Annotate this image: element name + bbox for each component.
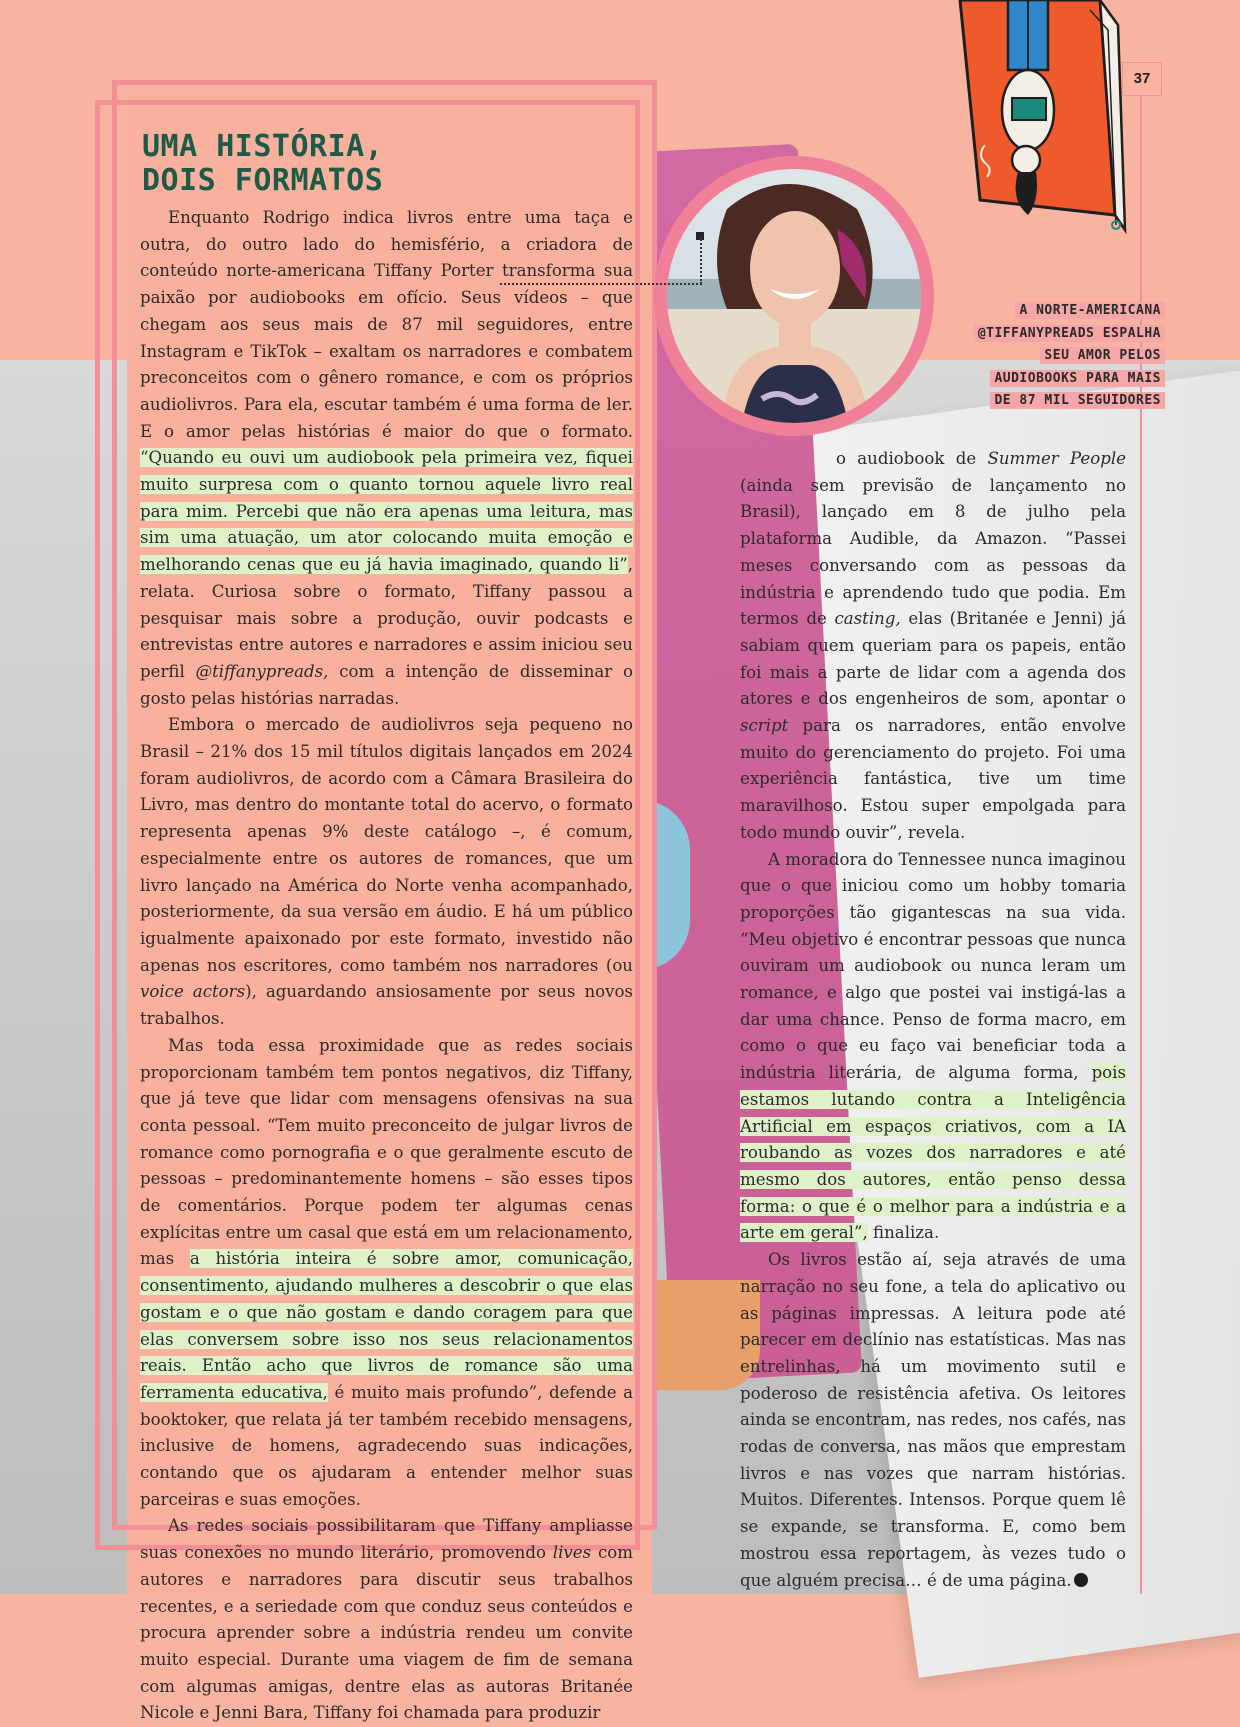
paragraph [740, 847, 1126, 1248]
text-run: A moradora do Tennessee nunca imaginou que o que iniciou como um hobby tomaria proporções tão gigantescas na sua vida. “Meu objetivo é encontrar pessoas que nunca ouviram um audiobook ou nunca leram um romance, e algo que postei vai instigá-las a dar uma chance. Penso de forma macro, em como o que eu faço vai beneficiar toda a indústria literária, de alguma forma, [740, 849, 1126, 1083]
left-column [140, 205, 633, 1727]
social-handle: @tiffanypreads, [195, 661, 329, 681]
paragraph [740, 446, 1126, 847]
caption-line-5: DE 87 MIL SEGUIDORES [990, 392, 1165, 409]
text-run: com autores e narradores para discutir seus trabalhos recentes, e a seriedade com que conduz seus conteúdos e procura aprender sobre a indústria rendeu um convite muito especial. Durante uma viagem de fim de semana com algumas amigas, dentre elas as autoras Britanée Nicole e Jenni Bara, Tiffany foi chamada para produzir [140, 1543, 633, 1723]
text-run: (ainda sem previsão de lançamento no Brasil), lançado em 8 de julho pela plataforma Audible, da Amazon. “Passei meses conversando com as pessoas da indústria e aprendendo tudo que podia. Em termos de [740, 475, 1126, 629]
text-run: Mas toda essa proximidade que as redes sociais proporcionam também tem pontos negativos, diz Tiffany, que já teve que lidar com mensagens ofensivas na sua conta pessoal. “Tem muito preconceito de julgar livros de romance como pornografia e o que geralmente escuto de pessoas – predominantemente homens – são esses tipos de comentários. Porque podem ter algumas cenas explícitas entre um casal que está em um relacionamento, mas [140, 1035, 633, 1269]
book-reader-illustration [940, 0, 1140, 240]
caption-line-3: SEU AMOR PELOS [1040, 347, 1165, 364]
text-run: , relata. Curiosa sobre o formato, Tiffany passou a pesquisar mais sobre a produção, ouvir podcasts e entrevistas entre autores e narradores e assim iniciou seu perfil [140, 555, 633, 681]
paragraph [740, 1247, 1126, 1594]
title-line-2: DOIS FORMATOS [142, 163, 384, 198]
caption-line-1: A NORTE-AMERICANA [1015, 302, 1165, 319]
caption-line-4: AUDIOBOOKS PARA MAIS [990, 370, 1165, 387]
text-run: elas (Britanée e Jenni) já sabiam quem queriam para os papeis, então foi mais a parte de lidar com a agenda dos atores e dos engenheiros de som, apontar o [740, 609, 1126, 709]
page-rule [1140, 64, 1142, 1594]
text-run: Embora o mercado de audiolivros seja pequeno no Brasil – 21% dos 15 mil títulos digitais lançados em 2024 foram audiolivros, de acordo com a Câmara Brasileira do Livro, mas dentro do montante total do acervo, o formato representa apenas 9% deste catálogo –, é comum, especialmente entre os autores de romances, que um livro lançado na América do Norte venha acompanhado, posteriormente, da sua versão em áudio. E há um público igualmente apaixonado por este formato, investido não apenas nos escritores, como também nos narradores (ou [140, 715, 633, 975]
emphasis: lives [552, 1543, 592, 1563]
article-title [142, 130, 602, 198]
connector-vertical [700, 236, 703, 284]
text-run: finaliza. [867, 1223, 940, 1243]
paragraph [140, 1033, 633, 1514]
text-run: para os narradores, então envolve muito do gerenciamento do projeto. Foi uma experiência fantástica, tive um time maravilhoso. Estou super empolgada para todo mundo ouvir”, revela. [740, 716, 1126, 842]
emphasis: casting, [834, 609, 901, 629]
paragraph [140, 205, 633, 712]
highlighted-quote: a história inteira é sobre amor, comunicação, consentimento, ajudando mulheres a descobrir o que elas gostam e o que não gostam e dando coragem para que elas conversem sobre isso nos seus relacionamentos reais. Então acho que livros de romance são uma ferramenta educativa, [140, 1249, 633, 1402]
paragraph [140, 712, 633, 1032]
text-run: com a intenção de disseminar o gosto pelas histórias narradas. [140, 661, 633, 708]
photo-caption [905, 300, 1165, 413]
highlighted-quote: “Quando eu ouvi um audiobook pela primeira vez, fiquei muito surpresa com o quanto tornou aquele livro real para mim. Percebi que não era apenas uma leitura, mas sim uma atuação, um ator colocando muita emoção e melhorando cenas que eu já havia imaginado, quando li” [140, 448, 633, 575]
caption-line-2: @TIFFANYPREADS ESPALHA [974, 325, 1165, 342]
text-run: é muito mais profundo”, defende a booktoker, que relata já ter também recebido mensagens, inclusive de homens, agradecendo suas indicações, contando que os ajudaram a entender melhor suas parceiras e suas emoções. [140, 1382, 633, 1509]
end-of-article-icon [1074, 1573, 1088, 1587]
emphasis: voice actors [140, 982, 246, 1002]
title-line-1: UMA HISTÓRIA, [142, 129, 384, 164]
emphasis: Summer People [987, 449, 1126, 468]
text-run: Os livros estão aí, seja através de uma narração no seu fone, a tela do aplicativo ou as páginas impressas. A leitura pode até parecer em declínio nas estatísticas. Mas nas entrelinhas, há um movimento sutil e poderoso de resistência afetiva. Os leitores ainda se encontram, nas redes, nos cafés, nas rodas de conversa, nas mãos que emprestam livros e nas vozes que narram histórias. Muitos. Diferentes. Intensos. Porque quem lê se expande, se transforma. E, como bem mostrou essa reportagem, às vezes tudo o que alguém precisa… é de uma página. [740, 1250, 1126, 1590]
portrait-photo [667, 169, 921, 423]
text-run: ), aguardando ansiosamente por seus novos trabalhos. [140, 982, 633, 1029]
text-run: o audiobook de [836, 449, 988, 468]
text-run: As redes sociais possibilitaram que Tiffany ampliasse suas conexões no mundo literário, promovendo [140, 1516, 633, 1563]
right-column [740, 446, 1126, 1594]
highlighted-quote: pois estamos lutando contra a Inteligência Artificial em espaços criativos, com a IA roubando as vozes dos narradores e até mesmo dos autores, então penso dessa forma: o que é o melhor para a indústria e a arte em geral”, [740, 1063, 1126, 1243]
text-run: Enquanto Rodrigo indica livros entre uma taça e outra, do outro lado do hemisfério, a criadora de conteúdo norte-americana Tiffany Porter transforma sua paixão por audiobooks em ofício. Seus vídeos – que chegam aos seus mais de 87 mil seguidores, entre Instagram e TikTok – exaltam os narradores e combatem preconceitos com o gênero romance, e com os próprios audiolivros. Para ela, escutar também é uma forma de ler. E o amor pelas histórias é maior do que o formato. [140, 208, 633, 441]
paragraph [140, 1513, 633, 1727]
page-number: 37 [1122, 62, 1162, 96]
emphasis: script [740, 716, 789, 736]
